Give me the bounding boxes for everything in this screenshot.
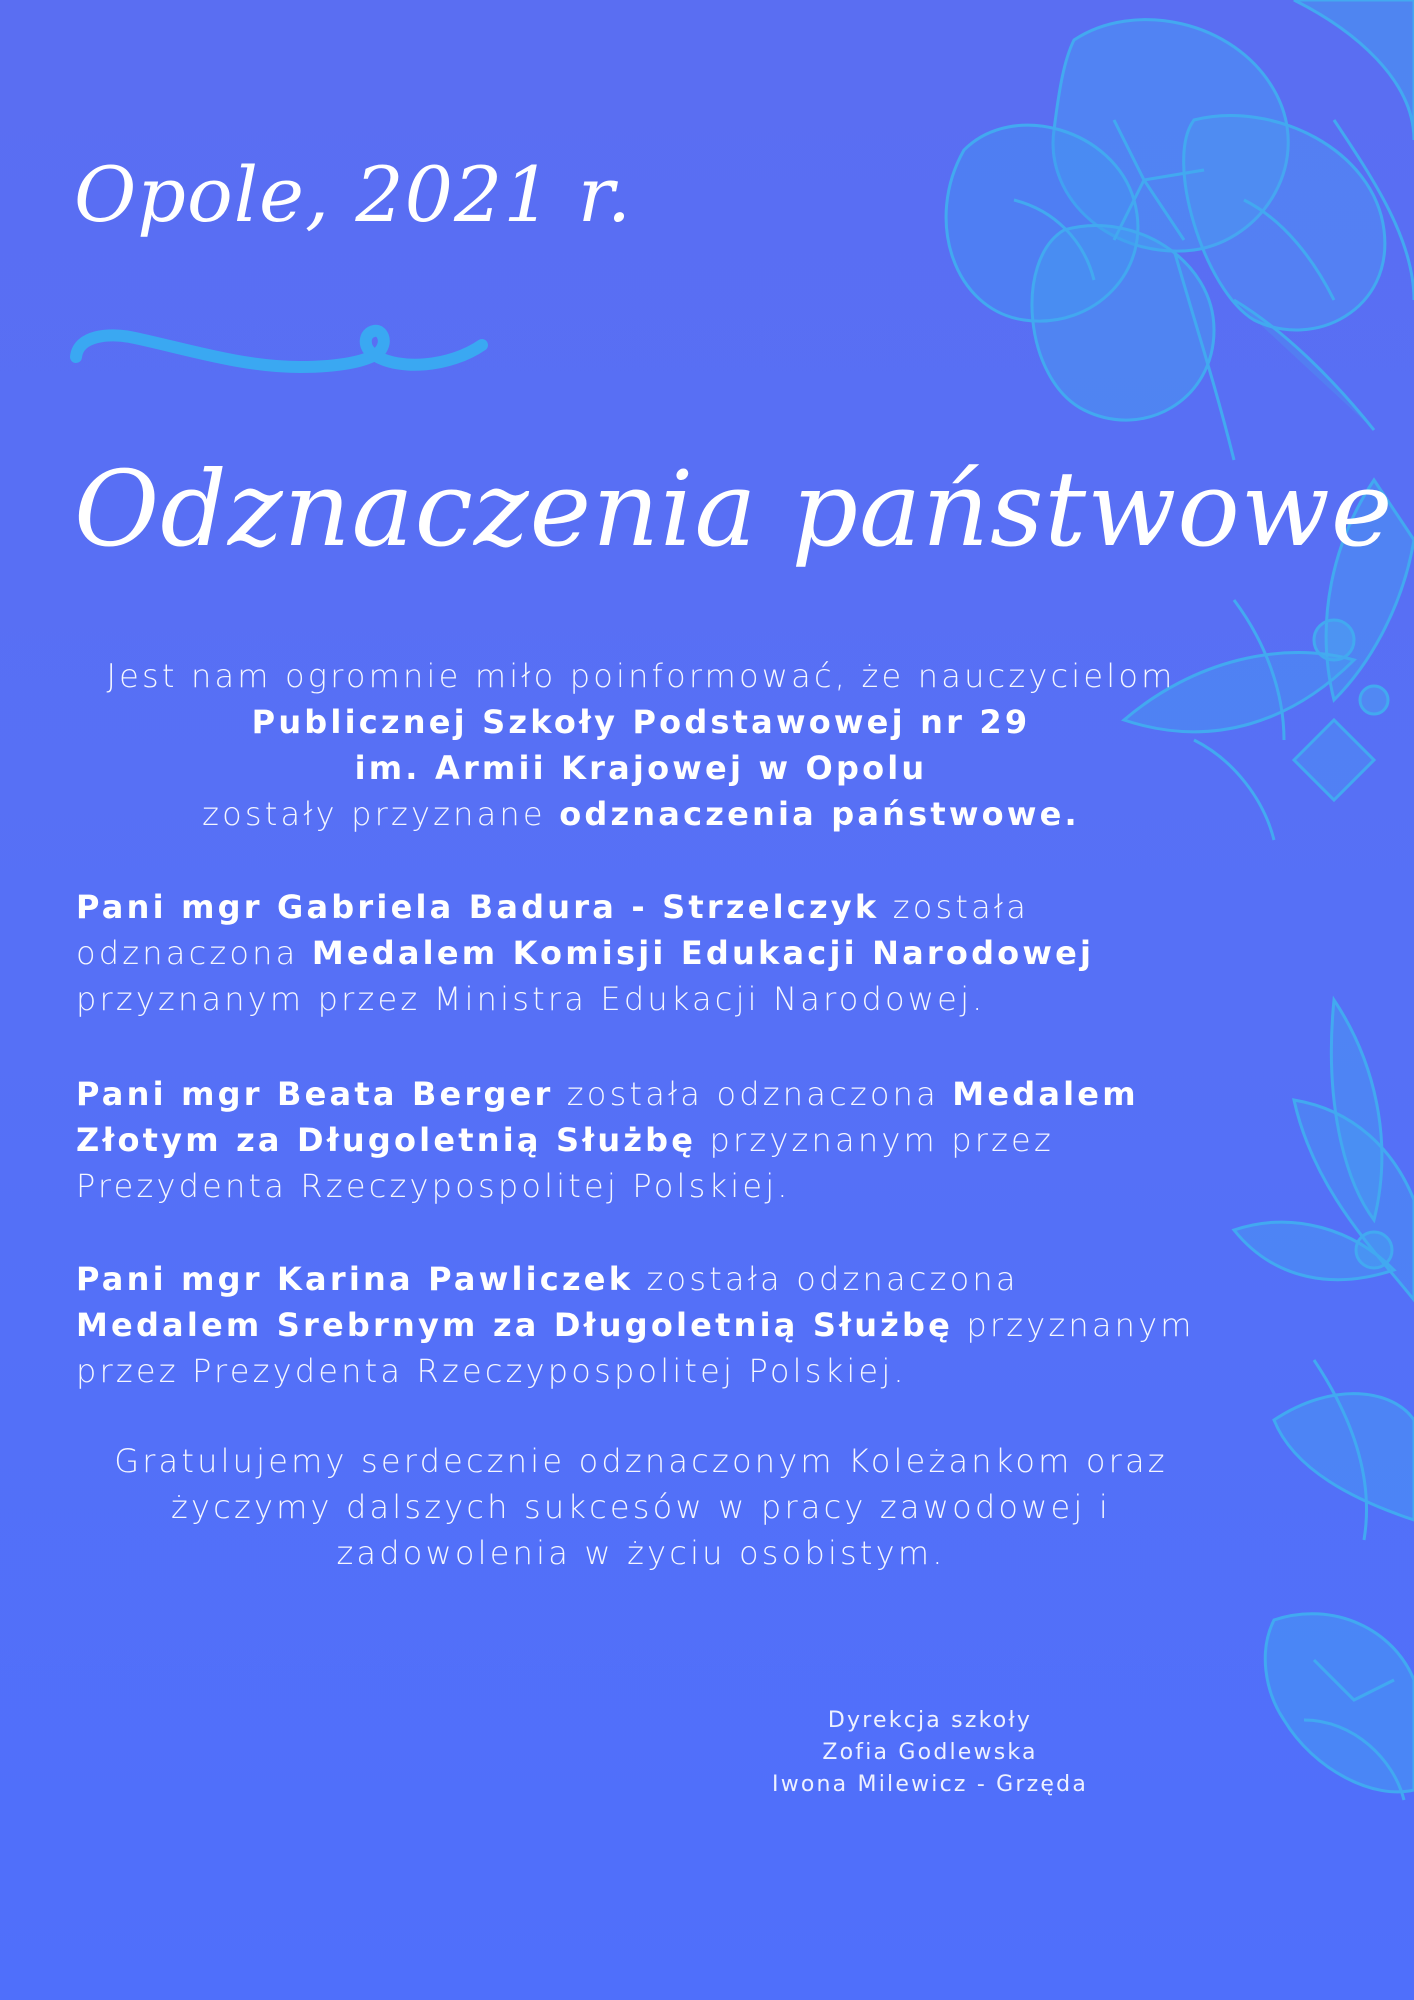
medal-name: Medalem Srebrnym za Długoletnią Służbę — [76, 1306, 954, 1344]
leaves-lower — [1234, 1000, 1414, 1540]
flower-bottom — [1265, 1614, 1414, 1800]
recipient-name: Pani mgr Gabriela Badura - Strzelczyk — [76, 888, 880, 926]
intro-paragraph — [60, 653, 1222, 837]
school-name: Publicznej Szkoły Podstawowej nr 29 — [251, 703, 1031, 741]
place-date: Opole, 2021 r. — [74, 150, 633, 239]
school-patron: im. Armii Krajowej w Opolu — [354, 749, 928, 787]
intro-highlight: odznaczenia państwowe. — [559, 795, 1080, 833]
recipient-name: Pani mgr Beata Berger — [76, 1075, 554, 1113]
signature-block — [740, 1705, 1120, 1801]
medal-name: Medalem Złotym za Długoletnią Służbę — [76, 1075, 1139, 1159]
award-granted-by: przyznanym przez Prezydenta Rzeczypospolitej Polskiej. — [76, 1121, 1054, 1205]
award-verb: została odznaczona — [553, 1075, 953, 1113]
award-granted-by: przyznanym przez Prezydenta Rzeczypospolitej Polskiej. — [76, 1306, 1195, 1390]
flourish-divider — [70, 315, 490, 385]
award-paragraph — [76, 1071, 1206, 1209]
intro-line: Jest nam ogromnie miło poinformować, że nauczycielom — [106, 657, 1176, 695]
signature-title: Dyrekcja szkoły — [827, 1708, 1033, 1733]
congrats-line: Gratulujemy serdecznie odznaczonym Koleżankom oraz — [114, 1442, 1168, 1480]
congrats-line: życzymy dalszych sukcesów w pracy zawodowej i — [171, 1488, 1111, 1526]
award-paragraph — [76, 1256, 1206, 1394]
signature-name: Zofia Godlewska — [822, 1740, 1038, 1765]
award-verb: została odznaczona — [76, 888, 1030, 972]
medal-name: Medalem Komisji Edukacji Narodowej — [311, 934, 1095, 972]
congratulations-paragraph — [60, 1438, 1222, 1576]
award-granted-by: przyznanym przez Ministra Edukacji Narodowej. — [76, 980, 986, 1018]
recipient-name: Pani mgr Karina Pawliczek — [76, 1260, 634, 1298]
flower-top — [946, 0, 1414, 460]
award-paragraph — [76, 884, 1206, 1022]
page-title: Odznaczenia państwowe — [74, 448, 1394, 570]
congrats-line: zadowolenia w życiu osobistym. — [336, 1534, 946, 1572]
intro-line: zostały przyznane — [202, 795, 546, 833]
award-verb: została odznaczona — [633, 1260, 1019, 1298]
signature-name: Iwona Milewicz - Grzęda — [772, 1772, 1088, 1797]
